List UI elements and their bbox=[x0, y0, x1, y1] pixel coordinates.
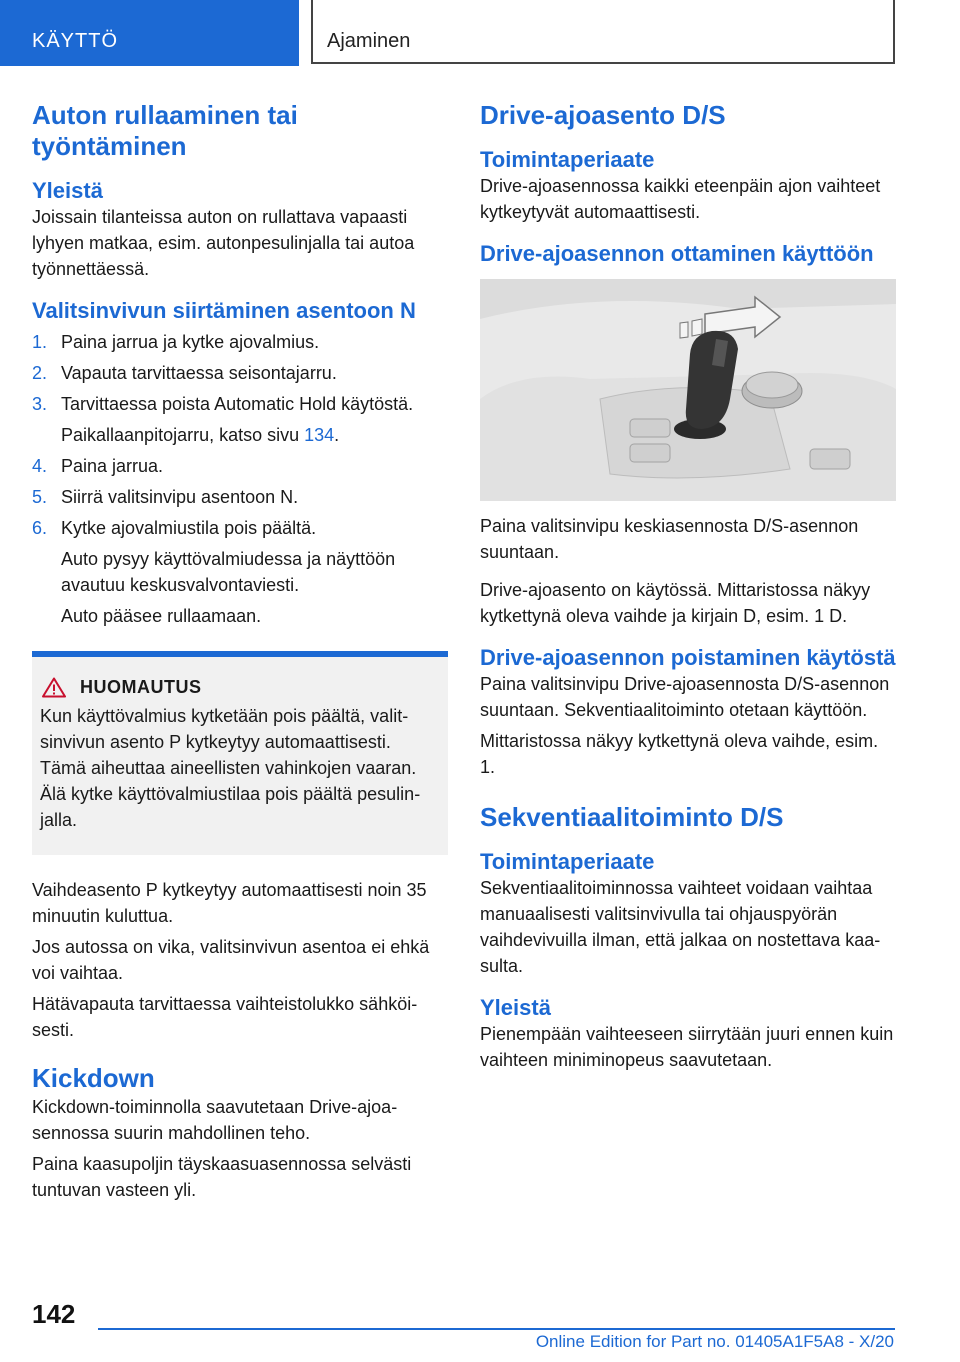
warning-triangle-icon bbox=[42, 677, 66, 698]
list-item: 5. Siirrä valitsinvipu asentoon N. bbox=[32, 487, 299, 507]
heading-principle: Toimintaperiaate bbox=[480, 849, 655, 874]
heading-sequential: Sekventiaalitoiminto D/S bbox=[480, 802, 784, 832]
step-sub-text: Auto pysyy käyttövalmiudessa ja näyttöön avautuu keskusvalvontaviesti. bbox=[61, 549, 396, 595]
note-text: Kun käyttövalmius kytketään pois päältä, valitsinvivun asento P kytkeytyy automaattisesti. Tämä aiheuttaa aineellisten vahinkojen vaaran. Älä kytke käyttövalmiustilaa pois päältä pesulinjalla. bbox=[40, 706, 421, 830]
paragraph: Paina valitsinvipu keskiasennosta D/S-asennon suuntaan. bbox=[480, 516, 859, 562]
paragraph: Hätävapauta tarvittaessa vaihteistolukko sähköisesti. bbox=[32, 994, 418, 1040]
note-title: HUOMAUTUS bbox=[80, 677, 202, 697]
heading-principle: Toimintaperiaate bbox=[480, 147, 655, 172]
heading-rolling: Auton rullaaminen tai työntäminen bbox=[32, 100, 298, 161]
page-header bbox=[0, 0, 960, 66]
gear-selector-image bbox=[480, 279, 896, 501]
heading-general: Yleistä bbox=[480, 995, 551, 1020]
paragraph: Vaihdeasento P kytkeytyy automaattisesti noin 35 minuutin kuluttua. bbox=[32, 880, 427, 926]
steps-list bbox=[32, 329, 448, 629]
list-item: 2. Vapauta tarvittaessa seisontajarru. bbox=[32, 363, 337, 383]
heading-activate-drive: Drive-ajoasennon ottaminen käyttöön bbox=[480, 241, 874, 266]
heading-deactivate-drive: Drive-ajoasennon poistaminen käytöstä bbox=[480, 645, 896, 670]
general-text: Joissain tilanteissa auton on rullattava vapaasti lyhyen matkaa, esim. autonpesulinjalla tai autoa työnnettäessä. bbox=[32, 207, 415, 279]
paragraph: Paina kaasupoljin täyskaasuasennossa selvästi tuntuvan vasteen yli. bbox=[32, 1154, 412, 1200]
paragraph: Sekventiaalitoiminnossa vaihteet voidaan vaihtaa manuaalisesti valitsinvivulla tai ohjauspyörän vaihdevivuilla ilman, että jalkaa on nostettava kaasulta. bbox=[480, 878, 881, 976]
paragraph: Paina valitsinvipu Drive-ajoasennosta D/S-asennon suuntaan. Sekventiaalitoiminto otetaan käyttöön. bbox=[480, 674, 890, 720]
paragraph: Jos autossa on vika, valitsinvivun asentoa ei ehkä voi vaihtaa. bbox=[32, 937, 430, 983]
caution-note bbox=[32, 651, 448, 855]
footer-divider bbox=[98, 1328, 895, 1330]
list-item: 6. Kytke ajovalmiustila pois päältä. Auto pysyy käyttövalmiudessa ja näyttöön avautuu keskusvalvontaviesti. Auto pääsee rullaamaan. bbox=[32, 515, 448, 629]
list-item: 1. Paina jarrua ja kytke ajovalmius. bbox=[32, 332, 320, 352]
section-tab[interactable]: Ajaminen bbox=[311, 0, 895, 64]
list-item: 3. Tarvittaessa poista Automatic Hold käytöstä. Paikallaanpitojarru, katso sivu 134. bbox=[32, 391, 448, 448]
paragraph: Drive-ajoasento on käytössä. Mittaristossa näkyy kytkettynä oleva vaihde ja kirjain D, esim. 1 D. bbox=[480, 580, 871, 626]
paragraph: Drive-ajoasennossa kaikki eteenpäin ajon vaihteet kytkeytyvät automaattisesti. bbox=[480, 176, 881, 222]
list-item: 4. Paina jarrua. bbox=[32, 456, 164, 476]
page-link-134[interactable]: 134 bbox=[304, 425, 335, 445]
heading-move-to-n: Valitsinvivun siirtäminen asentoon N bbox=[32, 298, 416, 323]
heading-general: Yleistä bbox=[32, 178, 103, 203]
paragraph: Kickdown-toiminnolla saavutetaan Drive-ajoasennossa suurin mahdollinen teho. bbox=[32, 1097, 398, 1143]
note-header bbox=[40, 677, 438, 698]
gear-selector-illustration bbox=[480, 279, 896, 501]
right-column bbox=[480, 100, 896, 1073]
step-sub-text: Auto pääsee rullaamaan. bbox=[61, 606, 262, 626]
chapter-tab[interactable]: KÄYTTÖ bbox=[0, 0, 299, 66]
paragraph: Mittaristossa näkyy kytkettynä oleva vaihde, esim. 1. bbox=[480, 731, 879, 777]
heading-kickdown: Kickdown bbox=[32, 1063, 155, 1093]
step-sub-text: Paikallaanpitojarru, katso sivu 134. bbox=[61, 425, 340, 445]
page-number: 142 bbox=[32, 1299, 76, 1329]
heading-drive: Drive-ajoasento D/S bbox=[480, 100, 726, 130]
paragraph: Pienempään vaihteeseen siirrytään juuri ennen kuin vaihteen miniminopeus saavutetaan. bbox=[480, 1024, 894, 1070]
edition-text: Online Edition for Part no. 01405A1F5A8 - X/20 bbox=[535, 1332, 894, 1351]
left-column bbox=[32, 100, 448, 1203]
